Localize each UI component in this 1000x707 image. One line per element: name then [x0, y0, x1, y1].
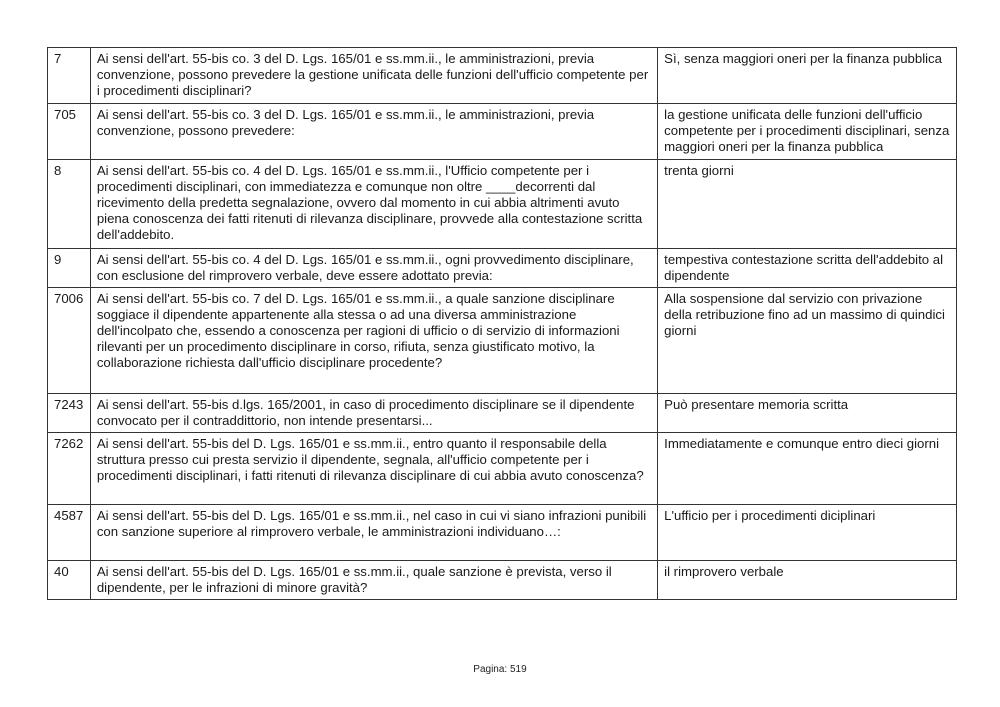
question-text: Ai sensi dell'art. 55-bis del D. Lgs. 165/01 e ss.mm.ii., entro quanto il responsabile della struttura presso cui presta servizio il dipendente, segnala, all'ufficio competente per i procedimenti disciplinari, i fatti ritenuti di rilevanza disciplinare di cui abbia avuto conoscenza? [90, 433, 657, 505]
question-text: Ai sensi dell'art. 55-bis co. 3 del D. Lgs. 165/01 e ss.mm.ii., le amministrazioni, previa convenzione, possono prevedere: [90, 104, 657, 160]
answer-text: trenta giorni [658, 160, 957, 249]
questions-table-body [48, 48, 957, 600]
answer-text: Può presentare memoria scritta [658, 394, 957, 433]
question-text: Ai sensi dell'art. 55-bis co. 7 del D. Lgs. 165/01 e ss.mm.ii., a quale sanzione disciplinare soggiace il dipendente appartenente alla stessa o ad una diversa amministrazione dell'incolpato che, essendo a conoscenza per ragioni di ufficio o di servizio di informazioni rilevanti per un procedimento disciplinare in corso, rifiuta, senza giustificato motivo, la collaborazione richiesta dall'ufficio disciplinare procedente? [90, 288, 657, 394]
table-row [48, 505, 957, 561]
table-row [48, 48, 957, 104]
question-text: Ai sensi dell'art. 55-bis del D. Lgs. 165/01 e ss.mm.ii., nel caso in cui vi siano infrazioni punibili con sanzione superiore al rimprovero verbale, le amministrazioni individuano…: [90, 505, 657, 561]
questions-table [47, 47, 957, 600]
question-id: 8 [48, 160, 91, 249]
answer-text: Immediatamente e comunque entro dieci giorni [658, 433, 957, 505]
question-text: Ai sensi dell'art. 55-bis co. 4 del D. Lgs. 165/01 e ss.mm.ii., ogni provvedimento disciplinare, con esclusione del rimprovero verbale, deve essere adottato previa: [90, 249, 657, 288]
question-text: Ai sensi dell'art. 55-bis del D. Lgs. 165/01 e ss.mm.ii., quale sanzione è prevista, verso il dipendente, per le infrazioni di minore gravità? [90, 561, 657, 600]
question-id: 7262 [48, 433, 91, 505]
table-row [48, 394, 957, 433]
table-row [48, 288, 957, 394]
answer-text: la gestione unificata delle funzioni dell'ufficio competente per i procedimenti disciplinari, senza maggiori oneri per la finanza pubblica [658, 104, 957, 160]
question-text: Ai sensi dell'art. 55-bis d.lgs. 165/2001, in caso di procedimento disciplinare se il dipendente convocato per il contraddittorio, non intende presentarsi... [90, 394, 657, 433]
answer-text: Alla sospensione dal servizio con privazione della retribuzione fino ad un massimo di quindici giorni [658, 288, 957, 394]
answer-text: il rimprovero verbale [658, 561, 957, 600]
question-id: 40 [48, 561, 91, 600]
table-row [48, 433, 957, 505]
answer-text: Sì, senza maggiori oneri per la finanza pubblica [658, 48, 957, 104]
page-number: Pagina: 519 [473, 664, 527, 675]
answer-text: tempestiva contestazione scritta dell'addebito al dipendente [658, 249, 957, 288]
answer-text: L'ufficio per i procedimenti diciplinari [658, 505, 957, 561]
question-id: 7243 [48, 394, 91, 433]
table-row [48, 104, 957, 160]
question-text: Ai sensi dell'art. 55-bis co. 4 del D. Lgs. 165/01 e ss.mm.ii., l'Ufficio competente per i procedimenti disciplinari, con immediatezza e comunque non oltre ____decorrenti dal ricevimento della predetta segnalazione, ovvero dal momento in cui abbia altrimenti avuto piena conoscenza dei fatti ritenuti di rilevanza disciplinare, provvede alla contestazione scritta dell'addebito. [90, 160, 657, 249]
table-row [48, 249, 957, 288]
question-id: 7 [48, 48, 91, 104]
question-text: Ai sensi dell'art. 55-bis co. 3 del D. Lgs. 165/01 e ss.mm.ii., le amministrazioni, previa convenzione, possono prevedere la gestione unificata delle funzioni dell'ufficio competente per i procedimenti disciplinari? [90, 48, 657, 104]
table-row [48, 561, 957, 600]
question-id: 7006 [48, 288, 91, 394]
question-id: 9 [48, 249, 91, 288]
question-id: 4587 [48, 505, 91, 561]
table-row [48, 160, 957, 249]
question-id: 705 [48, 104, 91, 160]
